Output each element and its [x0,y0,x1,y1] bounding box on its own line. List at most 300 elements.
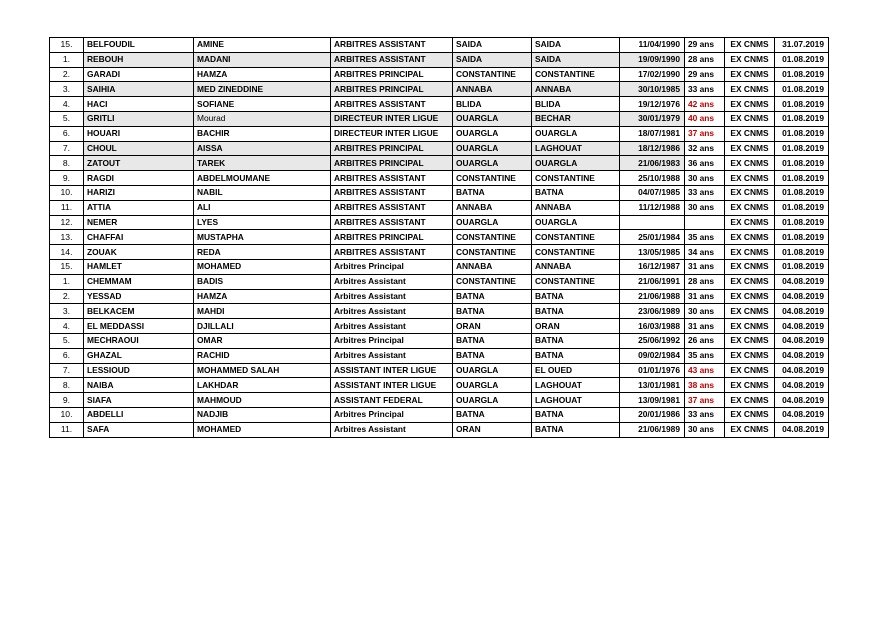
role-cell: ARBITRES PRINCIPAL [331,230,453,245]
row-number-cell: 3. [50,304,84,319]
status-cell: EX CNMS [725,185,775,200]
first-name-cell: HAMZA [194,289,331,304]
status-cell: EX CNMS [725,393,775,408]
row-number-cell: 6. [50,126,84,141]
row-number-cell: 6. [50,348,84,363]
ligue-cell: OUARGLA [453,141,532,156]
ligue-cell: ANNABA [453,200,532,215]
role-cell: Arbitres Assistant [331,348,453,363]
role-cell: Arbitres Principal [331,259,453,274]
birth-date-cell: 19/09/1990 [620,52,685,67]
ligue-cell: OUARGLA [453,393,532,408]
status-cell: EX CNMS [725,259,775,274]
birth-date-cell: 11/12/1988 [620,200,685,215]
status-cell: EX CNMS [725,422,775,437]
age-cell: 43 ans [685,363,725,378]
table-row [50,38,829,53]
end-date-cell: 04.08.2019 [775,363,829,378]
last-name-cell: YESSAD [84,289,194,304]
birth-date-cell: 16/12/1987 [620,259,685,274]
ligue-cell: BATNA [453,185,532,200]
row-number-cell: 5. [50,111,84,126]
ligue-cell: ORAN [453,422,532,437]
city-cell: BATNA [532,333,620,348]
ligue-cell: BATNA [453,407,532,422]
status-cell: EX CNMS [725,156,775,171]
age-cell: 33 ans [685,407,725,422]
role-cell: ARBITRES PRINCIPAL [331,141,453,156]
city-cell: BATNA [532,185,620,200]
end-date-cell: 01.08.2019 [775,230,829,245]
row-number-cell: 8. [50,156,84,171]
last-name-cell: HOUARI [84,126,194,141]
end-date-cell: 01.08.2019 [775,111,829,126]
first-name-cell: MAHDI [194,304,331,319]
end-date-cell: 04.08.2019 [775,289,829,304]
role-cell: Arbitres Principal [331,407,453,422]
city-cell: LAGHOUAT [532,393,620,408]
ligue-cell: BATNA [453,304,532,319]
row-number-cell: 15. [50,38,84,53]
status-cell: EX CNMS [725,230,775,245]
ligue-cell: OUARGLA [453,111,532,126]
end-date-cell: 01.08.2019 [775,185,829,200]
row-number-cell: 1. [50,274,84,289]
end-date-cell: 04.08.2019 [775,393,829,408]
age-cell: 29 ans [685,67,725,82]
table-body [50,38,829,438]
end-date-cell: 01.08.2019 [775,200,829,215]
end-date-cell: 01.08.2019 [775,215,829,230]
age-cell: 37 ans [685,393,725,408]
ligue-cell: BATNA [453,348,532,363]
first-name-cell: LYES [194,215,331,230]
status-cell: EX CNMS [725,111,775,126]
ligue-cell: ORAN [453,319,532,334]
first-name-cell: TAREK [194,156,331,171]
status-cell: EX CNMS [725,245,775,260]
table-row [50,67,829,82]
table-row [50,378,829,393]
status-cell: EX CNMS [725,348,775,363]
first-name-cell: BADIS [194,274,331,289]
last-name-cell: GARADI [84,67,194,82]
end-date-cell: 01.08.2019 [775,171,829,186]
birth-date-cell: 23/06/1989 [620,304,685,319]
first-name-cell: MAHMOUD [194,393,331,408]
end-date-cell: 01.08.2019 [775,126,829,141]
first-name-cell: RACHID [194,348,331,363]
status-cell: EX CNMS [725,289,775,304]
first-name-cell: SOFIANE [194,97,331,112]
role-cell: ARBITRES ASSISTANT [331,97,453,112]
row-number-cell: 5. [50,333,84,348]
status-cell: EX CNMS [725,126,775,141]
ligue-cell: BATNA [453,333,532,348]
last-name-cell: GRITLI [84,111,194,126]
city-cell: BATNA [532,289,620,304]
ligue-cell: SAIDA [453,38,532,53]
row-number-cell: 7. [50,141,84,156]
city-cell: CONSTANTINE [532,230,620,245]
role-cell: Arbitres Assistant [331,274,453,289]
table-row [50,171,829,186]
birth-date-cell: 18/07/1981 [620,126,685,141]
city-cell: OUARGLA [532,126,620,141]
status-cell: EX CNMS [725,52,775,67]
table-row [50,97,829,112]
role-cell: Arbitres Principal [331,333,453,348]
role-cell: Arbitres Assistant [331,304,453,319]
status-cell: EX CNMS [725,363,775,378]
table-row [50,245,829,260]
age-cell: 33 ans [685,82,725,97]
last-name-cell: CHEMMAM [84,274,194,289]
table-row [50,111,829,126]
row-number-cell: 10. [50,407,84,422]
end-date-cell: 04.08.2019 [775,319,829,334]
ligue-cell: CONSTANTINE [453,245,532,260]
ligue-cell: CONSTANTINE [453,230,532,245]
city-cell: SAIDA [532,52,620,67]
row-number-cell: 7. [50,363,84,378]
ligue-cell: ANNABA [453,259,532,274]
status-cell: EX CNMS [725,304,775,319]
birth-date-cell [620,215,685,230]
status-cell: EX CNMS [725,200,775,215]
end-date-cell: 01.08.2019 [775,259,829,274]
table-row [50,407,829,422]
status-cell: EX CNMS [725,38,775,53]
row-number-cell: 2. [50,67,84,82]
age-cell: 31 ans [685,289,725,304]
role-cell: DIRECTEUR INTER LIGUE [331,126,453,141]
age-cell: 26 ans [685,333,725,348]
table-row [50,304,829,319]
birth-date-cell: 01/01/1976 [620,363,685,378]
row-number-cell: 11. [50,200,84,215]
status-cell: EX CNMS [725,274,775,289]
role-cell: ASSISTANT INTER LIGUE [331,363,453,378]
city-cell: BATNA [532,348,620,363]
city-cell: ANNABA [532,200,620,215]
city-cell: ANNABA [532,259,620,274]
age-cell: 29 ans [685,38,725,53]
ligue-cell: OUARGLA [453,215,532,230]
age-cell [685,215,725,230]
first-name-cell: MOHAMMED SALAH [194,363,331,378]
age-cell: 30 ans [685,171,725,186]
first-name-cell: MOHAMED [194,422,331,437]
birth-date-cell: 04/07/1985 [620,185,685,200]
city-cell: BATNA [532,407,620,422]
status-cell: EX CNMS [725,319,775,334]
table-row [50,289,829,304]
last-name-cell: NEMER [84,215,194,230]
first-name-cell: ABDELMOUMANE [194,171,331,186]
table-row [50,200,829,215]
status-cell: EX CNMS [725,215,775,230]
row-number-cell: 15. [50,259,84,274]
age-cell: 30 ans [685,422,725,437]
age-cell: 35 ans [685,348,725,363]
age-cell: 37 ans [685,126,725,141]
last-name-cell: LESSIOUD [84,363,194,378]
birth-date-cell: 30/01/1979 [620,111,685,126]
age-cell: 38 ans [685,378,725,393]
table-row [50,185,829,200]
row-number-cell: 10. [50,185,84,200]
age-cell: 28 ans [685,52,725,67]
end-date-cell: 01.08.2019 [775,67,829,82]
row-number-cell: 11. [50,422,84,437]
table-row [50,156,829,171]
age-cell: 31 ans [685,259,725,274]
referee-table [49,37,829,438]
age-cell: 33 ans [685,185,725,200]
table-row [50,141,829,156]
table-row [50,363,829,378]
ligue-cell: CONSTANTINE [453,274,532,289]
city-cell: ORAN [532,319,620,334]
end-date-cell: 01.08.2019 [775,52,829,67]
first-name-cell: NADJIB [194,407,331,422]
last-name-cell: ZOUAK [84,245,194,260]
last-name-cell: EL MEDDASSI [84,319,194,334]
status-cell: EX CNMS [725,97,775,112]
first-name-cell: HAMZA [194,67,331,82]
end-date-cell: 31.07.2019 [775,38,829,53]
age-cell: 30 ans [685,304,725,319]
role-cell: ASSISTANT INTER LIGUE [331,378,453,393]
first-name-cell: BACHIR [194,126,331,141]
role-cell: ARBITRES ASSISTANT [331,200,453,215]
age-cell: 40 ans [685,111,725,126]
table-row [50,82,829,97]
last-name-cell: REBOUH [84,52,194,67]
role-cell: ARBITRES ASSISTANT [331,185,453,200]
age-cell: 34 ans [685,245,725,260]
city-cell: ANNABA [532,82,620,97]
birth-date-cell: 13/09/1981 [620,393,685,408]
role-cell: ARBITRES PRINCIPAL [331,67,453,82]
birth-date-cell: 21/06/1983 [620,156,685,171]
table-row [50,333,829,348]
birth-date-cell: 21/06/1989 [620,422,685,437]
ligue-cell: CONSTANTINE [453,67,532,82]
table-row [50,319,829,334]
ligue-cell: SAIDA [453,52,532,67]
row-number-cell: 9. [50,393,84,408]
referee-list-sheet [49,37,829,438]
birth-date-cell: 16/03/1988 [620,319,685,334]
first-name-cell: MUSTAPHA [194,230,331,245]
role-cell: ARBITRES ASSISTANT [331,52,453,67]
row-number-cell: 3. [50,82,84,97]
city-cell: OUARGLA [532,215,620,230]
first-name-cell: Mourad [194,111,331,126]
row-number-cell: 9. [50,171,84,186]
role-cell: Arbitres Assistant [331,289,453,304]
first-name-cell: ALI [194,200,331,215]
status-cell: EX CNMS [725,333,775,348]
last-name-cell: SAFA [84,422,194,437]
row-number-cell: 14. [50,245,84,260]
birth-date-cell: 18/12/1986 [620,141,685,156]
first-name-cell: MADANI [194,52,331,67]
birth-date-cell: 17/02/1990 [620,67,685,82]
ligue-cell: CONSTANTINE [453,171,532,186]
age-cell: 30 ans [685,200,725,215]
first-name-cell: NABIL [194,185,331,200]
city-cell: SAIDA [532,38,620,53]
first-name-cell: MOHAMED [194,259,331,274]
first-name-cell: AISSA [194,141,331,156]
last-name-cell: HARIZI [84,185,194,200]
last-name-cell: CHOUL [84,141,194,156]
role-cell: ARBITRES ASSISTANT [331,171,453,186]
birth-date-cell: 13/01/1981 [620,378,685,393]
status-cell: EX CNMS [725,82,775,97]
status-cell: EX CNMS [725,67,775,82]
ligue-cell: BLIDA [453,97,532,112]
age-cell: 42 ans [685,97,725,112]
last-name-cell: ATTIA [84,200,194,215]
end-date-cell: 04.08.2019 [775,378,829,393]
row-number-cell: 2. [50,289,84,304]
last-name-cell: ZATOUT [84,156,194,171]
last-name-cell: BELFOUDIL [84,38,194,53]
row-number-cell: 4. [50,97,84,112]
first-name-cell: AMINE [194,38,331,53]
end-date-cell: 04.08.2019 [775,333,829,348]
birth-date-cell: 25/06/1992 [620,333,685,348]
role-cell: ARBITRES ASSISTANT [331,215,453,230]
city-cell: CONSTANTINE [532,67,620,82]
city-cell: BATNA [532,422,620,437]
role-cell: Arbitres Assistant [331,319,453,334]
status-cell: EX CNMS [725,141,775,156]
role-cell: ARBITRES PRINCIPAL [331,82,453,97]
first-name-cell: DJILLALI [194,319,331,334]
row-number-cell: 12. [50,215,84,230]
birth-date-cell: 30/10/1985 [620,82,685,97]
role-cell: ASSISTANT FEDERAL [331,393,453,408]
end-date-cell: 04.08.2019 [775,304,829,319]
end-date-cell: 04.08.2019 [775,348,829,363]
row-number-cell: 4. [50,319,84,334]
last-name-cell: RAGDI [84,171,194,186]
role-cell: Arbitres Assistant [331,422,453,437]
table-row [50,393,829,408]
end-date-cell: 04.08.2019 [775,274,829,289]
status-cell: EX CNMS [725,378,775,393]
table-row [50,422,829,437]
age-cell: 31 ans [685,319,725,334]
birth-date-cell: 25/01/1984 [620,230,685,245]
last-name-cell: HACI [84,97,194,112]
city-cell: CONSTANTINE [532,171,620,186]
city-cell: LAGHOUAT [532,378,620,393]
role-cell: DIRECTEUR INTER LIGUE [331,111,453,126]
birth-date-cell: 25/10/1988 [620,171,685,186]
birth-date-cell: 21/06/1988 [620,289,685,304]
table-row [50,348,829,363]
ligue-cell: OUARGLA [453,378,532,393]
last-name-cell: HAMLET [84,259,194,274]
ligue-cell: BATNA [453,289,532,304]
row-number-cell: 1. [50,52,84,67]
row-number-cell: 8. [50,378,84,393]
last-name-cell: SIAFA [84,393,194,408]
first-name-cell: MED ZINEDDINE [194,82,331,97]
city-cell: CONSTANTINE [532,274,620,289]
role-cell: ARBITRES PRINCIPAL [331,156,453,171]
birth-date-cell: 09/02/1984 [620,348,685,363]
city-cell: EL OUED [532,363,620,378]
end-date-cell: 01.08.2019 [775,156,829,171]
last-name-cell: GHAZAL [84,348,194,363]
last-name-cell: BELKACEM [84,304,194,319]
city-cell: CONSTANTINE [532,245,620,260]
city-cell: BECHAR [532,111,620,126]
table-row [50,126,829,141]
birth-date-cell: 19/12/1976 [620,97,685,112]
role-cell: ARBITRES ASSISTANT [331,38,453,53]
birth-date-cell: 20/01/1986 [620,407,685,422]
end-date-cell: 04.08.2019 [775,422,829,437]
first-name-cell: OMAR [194,333,331,348]
table-row [50,259,829,274]
last-name-cell: ABDELLI [84,407,194,422]
last-name-cell: CHAFFAI [84,230,194,245]
last-name-cell: MECHRAOUI [84,333,194,348]
age-cell: 35 ans [685,230,725,245]
end-date-cell: 04.08.2019 [775,407,829,422]
row-number-cell: 13. [50,230,84,245]
end-date-cell: 01.08.2019 [775,245,829,260]
city-cell: LAGHOUAT [532,141,620,156]
end-date-cell: 01.08.2019 [775,97,829,112]
table-row [50,274,829,289]
birth-date-cell: 11/04/1990 [620,38,685,53]
birth-date-cell: 21/06/1991 [620,274,685,289]
city-cell: BLIDA [532,97,620,112]
end-date-cell: 01.08.2019 [775,82,829,97]
ligue-cell: OUARGLA [453,156,532,171]
ligue-cell: OUARGLA [453,126,532,141]
age-cell: 32 ans [685,141,725,156]
table-row [50,230,829,245]
last-name-cell: SAIHIA [84,82,194,97]
ligue-cell: ANNABA [453,82,532,97]
table-row [50,215,829,230]
first-name-cell: REDA [194,245,331,260]
city-cell: OUARGLA [532,156,620,171]
status-cell: EX CNMS [725,407,775,422]
age-cell: 28 ans [685,274,725,289]
first-name-cell: LAKHDAR [194,378,331,393]
end-date-cell: 01.08.2019 [775,141,829,156]
city-cell: BATNA [532,304,620,319]
table-row [50,52,829,67]
last-name-cell: NAIBA [84,378,194,393]
role-cell: ARBITRES ASSISTANT [331,245,453,260]
birth-date-cell: 13/05/1985 [620,245,685,260]
age-cell: 36 ans [685,156,725,171]
ligue-cell: OUARGLA [453,363,532,378]
status-cell: EX CNMS [725,171,775,186]
